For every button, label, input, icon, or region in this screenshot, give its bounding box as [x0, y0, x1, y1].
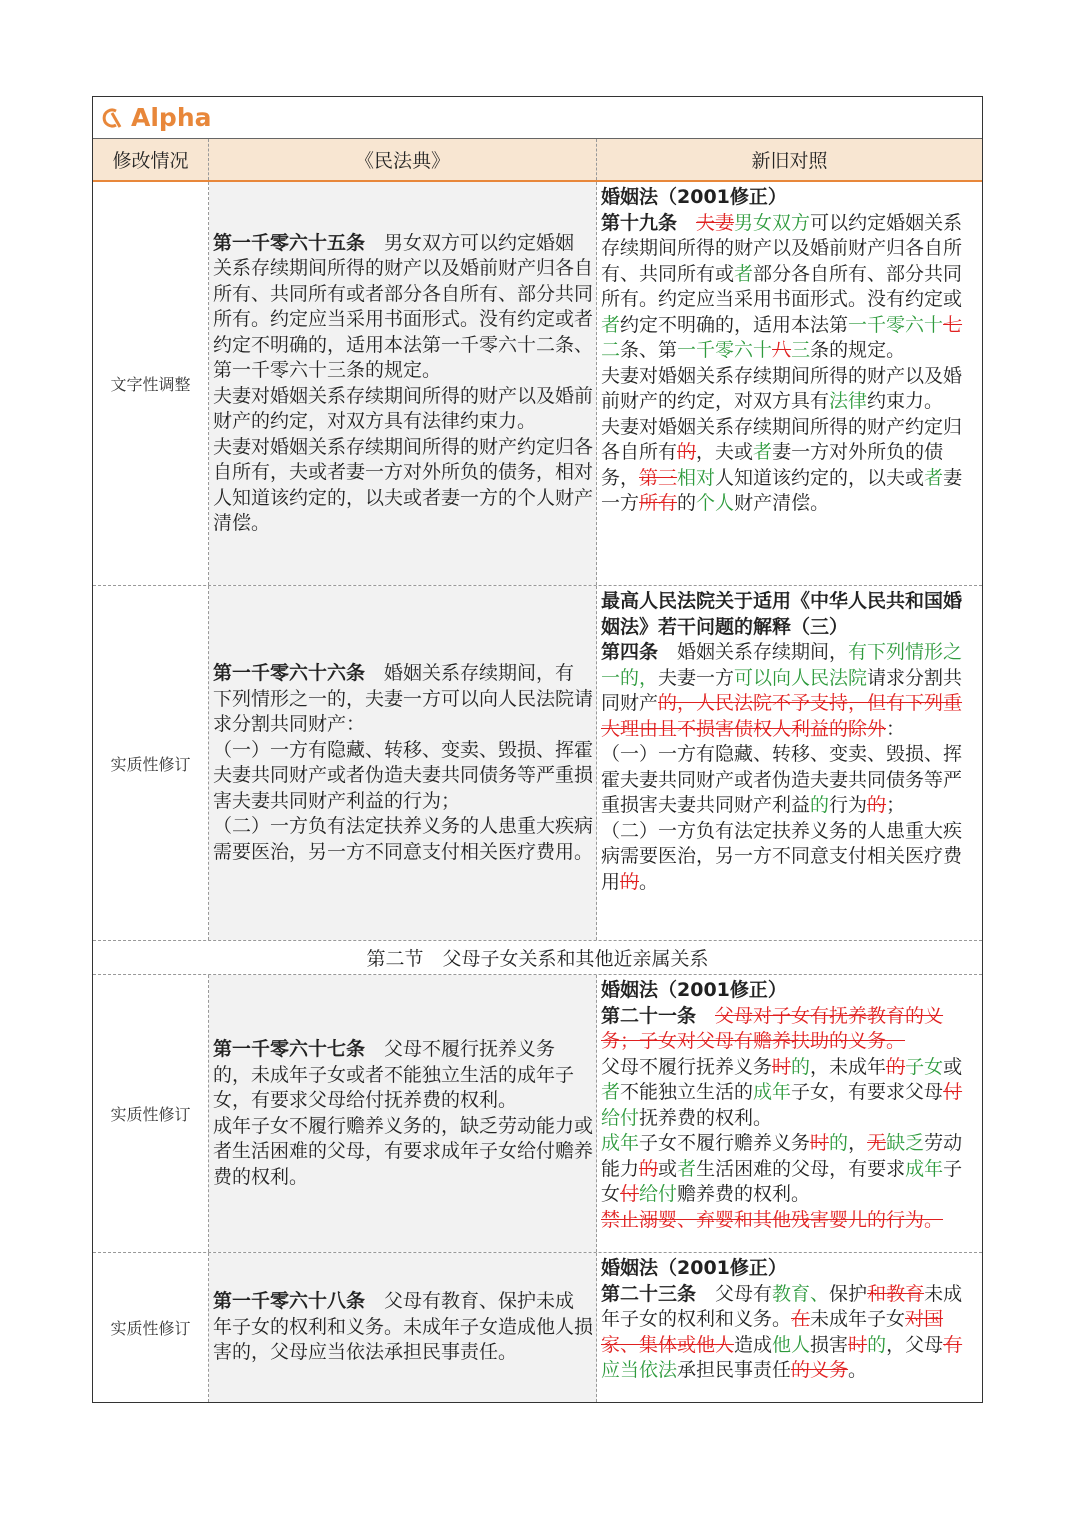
- unchanged-text: 损害: [810, 1333, 849, 1356]
- added-text: 者: [601, 313, 621, 336]
- unchanged-text: 行为: [829, 794, 868, 816]
- unchanged-text: 子女，有要求父母: [791, 1081, 944, 1103]
- article-title: 第一千零六十六条: [213, 662, 366, 684]
- unchanged-text: 未成年子女的权利和义务。: [601, 1282, 963, 1330]
- deleted-text: 付: [943, 1081, 963, 1103]
- unchanged-text: 条的规定。: [810, 339, 906, 361]
- unchanged-text: ，: [848, 1132, 868, 1154]
- diff-text: [601, 1005, 943, 1053]
- deleted-text: 有: [943, 1333, 963, 1356]
- unchanged-text: 或: [943, 1055, 963, 1078]
- added-text: 三: [791, 339, 811, 361]
- deleted-text: 的，人民法院不予支持，但有下列重大理由且不损害债权人利益的除外: [601, 692, 963, 740]
- article-paragraph: 夫妻对婚姻关系存续期间所得的财产以及婚前财产的约定，对双方具有法律约束力。: [213, 384, 594, 432]
- added-text: 教育、: [772, 1282, 830, 1305]
- deleted-text: 的: [620, 870, 640, 893]
- deleted-text: 的: [886, 1055, 906, 1078]
- added-text: 可以向人民法院: [734, 666, 868, 689]
- unchanged-text: （二）一方负有法定扶养义务的人患重大疾病需要医治，另一方不同意支付相关医疗费用: [601, 819, 963, 893]
- diff-text: [601, 1132, 962, 1205]
- added-text: 成年: [905, 1157, 944, 1180]
- article-body: 父母不履行抚养义务的，未成年子女或者不能独立生活的成年子女，有要求父母给付抚养费的权利。: [213, 1038, 575, 1111]
- added-text: 子女: [905, 1055, 944, 1078]
- change-type: 实质性修订: [93, 586, 209, 940]
- unchanged-text: 父母不履行抚养义务: [601, 1055, 773, 1078]
- added-text: 者: [924, 466, 944, 489]
- unchanged-text: 劳动能力: [601, 1132, 963, 1180]
- unchanged-text: 不能独立生活的: [620, 1081, 754, 1103]
- unchanged-text: 。: [639, 870, 659, 893]
- deleted-text: 时: [810, 1132, 830, 1154]
- deleted-text: 对国家、集体或他人: [601, 1308, 944, 1356]
- article-body: 男女双方可以约定婚姻关系存续期间所得的财产以及婚前财产归各自所有、共同所有或者部分各自所有、部分共同所有。约定应当采用书面形式。没有约定或者约定不明确的，适用本法第一千零六十二条、第一千零六十三条的规定。: [213, 231, 594, 381]
- change-type: 文字性调整: [93, 182, 209, 585]
- article-body: 婚姻关系存续期间，有下列情形之一的，夫妻一方可以向人民法院请求分割共同财产：: [213, 662, 594, 735]
- unchanged-text: ，夫或: [696, 441, 754, 463]
- source-law: 婚姻法（2001修正）: [601, 979, 787, 1001]
- unchanged-text: ，未成年: [810, 1055, 887, 1078]
- article-number: 第四条: [601, 641, 659, 663]
- diff-text: [601, 1056, 962, 1129]
- added-text: 个人: [696, 492, 735, 514]
- added-text: 的: [791, 1055, 811, 1078]
- deleted-text: 和教育: [867, 1282, 925, 1305]
- added-text: 有下列情形之一的，: [601, 641, 963, 689]
- added-text: 给付: [639, 1183, 678, 1205]
- alpha-logo-icon: [99, 105, 125, 131]
- source-law: 婚姻法（2001修正）: [601, 186, 787, 208]
- added-text: 应当依法: [601, 1359, 678, 1381]
- unchanged-text: 夫妻对婚姻关系存续期间所得的财产约定归各自所有: [601, 415, 963, 463]
- unchanged-text: （一）一方有隐藏、转移、变卖、毁损、挥霍夫妻共同财产或者伪造夫妻共同债务等严重损害夫妻共同财产利益: [601, 743, 963, 816]
- added-text: 的: [829, 1132, 849, 1154]
- article-paragraph: 成年子女不履行赡养义务的，缺乏劳动能力或者生活困难的父母，有要求成年子女给付赡养费的权利。: [213, 1114, 594, 1188]
- unchanged-text: 承担民事责任: [677, 1359, 792, 1381]
- unchanged-text: 保护: [829, 1282, 868, 1305]
- added-text: 的: [810, 794, 830, 816]
- article-title: 第一千零六十五条: [213, 231, 366, 254]
- deleted-text: 父母对子女有抚养教育的义务；子女对父母有赡养扶助的义务。: [601, 1004, 944, 1052]
- source-law: 最高人民法院关于适用《中华人民共和国婚姻法》若干问题的解释（三）: [601, 590, 963, 638]
- unchanged-text: 人知道该约定的，以夫或: [715, 466, 925, 489]
- table-row: [93, 182, 982, 586]
- section-title: 第二节 父母子女关系和其他近亲属关系: [93, 941, 982, 975]
- unchanged-text: 赡养费的权利。: [677, 1183, 811, 1205]
- header-civil-code: 《民法典》: [209, 139, 597, 180]
- deleted-text: 无: [867, 1132, 887, 1154]
- unchanged-text: 父母有: [696, 1282, 773, 1305]
- comparison-cell: [597, 586, 982, 940]
- change-type: 实质性修订: [93, 975, 209, 1252]
- unchanged-text: 妻一方: [601, 466, 963, 514]
- deleted-text: 在: [791, 1308, 811, 1330]
- table-row: [93, 586, 982, 941]
- unchanged-text: 的: [677, 492, 697, 514]
- diff-text: [601, 416, 962, 515]
- diff-text: [601, 641, 962, 740]
- added-text: 的: [867, 1333, 887, 1356]
- unchanged-text: 子女: [601, 1157, 963, 1205]
- unchanged-text: 可以约定婚姻关系存续期间所得的财产以及婚前财产归各自所有、共同所有或: [601, 211, 963, 285]
- table-row: [93, 975, 982, 1253]
- unchanged-text: ，父母: [886, 1333, 944, 1356]
- article-paragraph: （一）一方有隐藏、转移、变卖、毁损、挥霍夫妻共同财产或者伪造夫妻共同债务等严重损害夫妻共同财产利益的行为；: [213, 738, 594, 812]
- deleted-text: 的: [677, 441, 697, 463]
- deleted-text: 的: [639, 1157, 659, 1180]
- added-text: 者: [734, 262, 754, 285]
- added-text: 法律: [829, 390, 868, 412]
- header-change-type: 修改情况: [93, 139, 209, 180]
- deleted-text: 第三: [639, 466, 678, 489]
- deleted-text: 的义务: [791, 1359, 849, 1381]
- added-text: 一千零六十: [677, 339, 773, 361]
- deleted-text: 八: [772, 339, 792, 361]
- deleted-text: 所有: [639, 492, 678, 514]
- table-header: [93, 139, 982, 182]
- unchanged-text: 造成: [734, 1333, 773, 1356]
- unchanged-text: 约束力。: [867, 390, 944, 412]
- article-number: 第二十三条: [601, 1282, 697, 1305]
- unchanged-text: 婚姻关系存续期间，: [658, 641, 849, 663]
- unchanged-text: 抚养费的权利。: [639, 1106, 773, 1129]
- diff-text: [601, 1283, 962, 1382]
- article-title: 第一千零六十八条: [213, 1290, 366, 1313]
- unchanged-text: 约定不明确的，适用本法第: [620, 313, 849, 336]
- change-type: 实质性修订: [93, 1253, 209, 1402]
- unchanged-text: 财产清偿。: [734, 492, 830, 514]
- unchanged-text: ；: [886, 794, 906, 816]
- deleted-text: 的: [867, 794, 887, 816]
- deleted-text: 夫妻: [696, 211, 735, 234]
- unchanged-text: 夫妻一方: [658, 666, 735, 689]
- unchanged-text: 请求分割共同财产: [601, 666, 963, 714]
- unchanged-text: 。: [848, 1359, 868, 1381]
- comparison-cell: [597, 975, 982, 1252]
- added-text: 二: [601, 339, 621, 361]
- unchanged-text: 或: [658, 1157, 678, 1180]
- unchanged-text: 条、第: [620, 339, 678, 361]
- deleted-text: 时: [772, 1055, 792, 1078]
- diff-text: [601, 820, 962, 893]
- header-comparison: 新旧对照: [597, 139, 982, 180]
- article-number: 第十九条: [601, 211, 678, 234]
- article-body: 父母有教育、保护未成年子女的权利和义务。未成年子女造成他人损害的，父母应当依法承担民事责任。: [213, 1290, 594, 1364]
- unchanged-text: 部分各自所有、部分共同所有。约定应当采用书面形式。没有约定或: [601, 262, 963, 310]
- civil-code-cell: [209, 182, 597, 585]
- brand-bar: [93, 97, 982, 139]
- civil-code-cell: [209, 975, 597, 1252]
- added-text: 一千零六十: [848, 313, 944, 336]
- unchanged-text: ：: [886, 717, 906, 740]
- unchanged-text: 妻一方对外所负的债务，: [601, 441, 944, 489]
- diff-text: [601, 212, 962, 362]
- added-text: 成年: [601, 1132, 640, 1154]
- table-row: [93, 1253, 982, 1403]
- diff-text: [601, 743, 962, 816]
- unchanged-text: 未成年子女: [810, 1308, 906, 1330]
- deleted-text: 时: [848, 1333, 868, 1356]
- unchanged-text: [677, 212, 696, 234]
- deleted-text: 七: [943, 313, 963, 336]
- source-law: 婚姻法（2001修正）: [601, 1257, 787, 1279]
- diff-text: [601, 1209, 943, 1231]
- unchanged-text: 夫妻对婚姻关系存续期间所得的财产以及婚前财产的约定，对双方具有: [601, 364, 963, 412]
- civil-code-cell: [209, 1253, 597, 1402]
- added-text: 者: [677, 1157, 697, 1180]
- article-paragraph: 夫妻对婚姻关系存续期间所得的财产约定归各自所有，夫或者妻一方对外所负的债务，相对人知道该约定的，以夫或者妻一方的个人财产清偿。: [213, 435, 594, 534]
- brand-name: Alpha: [131, 103, 212, 132]
- civil-code-cell: [209, 586, 597, 940]
- added-text: 男女双方: [734, 211, 811, 234]
- comparison-table: [92, 96, 983, 1403]
- unchanged-text: 生活困难的父母，有要求: [696, 1157, 906, 1180]
- added-text: 者: [601, 1081, 621, 1103]
- added-text: 缺乏: [886, 1132, 925, 1154]
- article-paragraph: （二）一方负有法定扶养义务的人患重大疾病需要医治，另一方不同意支付相关医疗费用。: [213, 815, 594, 863]
- unchanged-text: 子女不履行赡养义务: [639, 1132, 811, 1154]
- added-text: 成年: [753, 1081, 792, 1103]
- comparison-cell: [597, 182, 982, 585]
- added-text: 者: [753, 441, 773, 463]
- added-text: 给付: [601, 1106, 640, 1129]
- comparison-cell: [597, 1253, 982, 1402]
- deleted-text: 付: [620, 1183, 640, 1205]
- article-number: 第二十一条: [601, 1004, 697, 1027]
- diff-text: [601, 365, 962, 413]
- added-text: 他人: [772, 1333, 811, 1356]
- added-text: 相对: [677, 466, 716, 489]
- article-title: 第一千零六十七条: [213, 1038, 366, 1060]
- deleted-text: 禁止溺婴、弃婴和其他残害婴儿的行为。: [601, 1208, 944, 1231]
- unchanged-text: [696, 1005, 715, 1027]
